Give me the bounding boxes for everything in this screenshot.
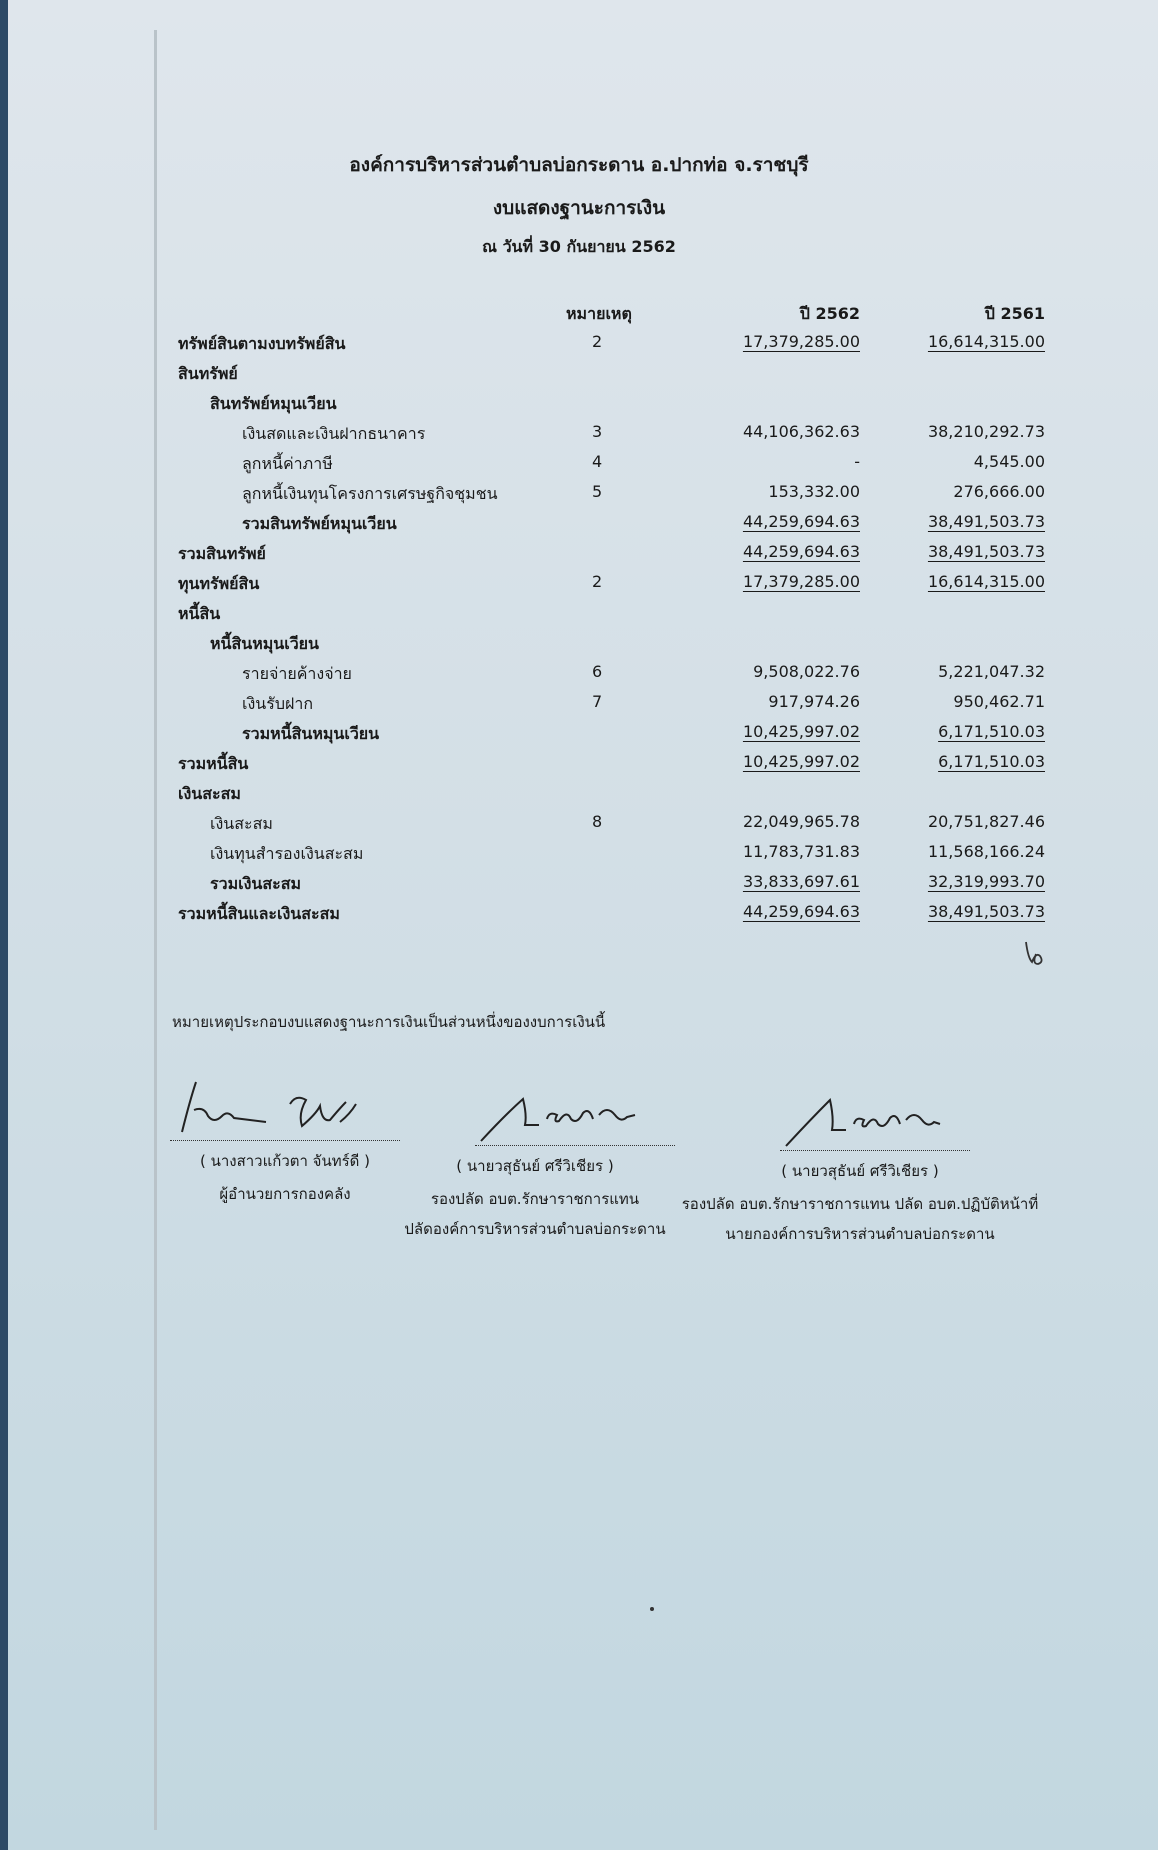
row-assets-per-register [0,332,1158,362]
row-value-2561: 5,221,047.32 [938,662,1045,681]
column-header-2561: ปี 2561 [984,304,1045,323]
row-label: รวมหนี้สินและเงินสะสม [178,904,340,923]
row-label: เงินสะสม [210,814,273,833]
row-value-2562: 44,259,694.63 [742,902,860,921]
row-value-2561: 16,614,315.00 [927,572,1045,591]
check-mark-icon [1022,932,1050,966]
row-accumulated-funds-heading [0,782,1158,812]
row-label: สินทรัพย์หมุนเวียน [210,394,337,413]
column-header-note: หมายเหตุ [566,304,632,323]
row-label: เงินสดและเงินฝากธนาคาร [242,424,426,443]
row-total-current-assets [0,512,1158,542]
row-total-accumulated-funds [0,872,1158,902]
row-value-2561: 38,210,292.73 [927,422,1045,441]
row-label: รวมสินทรัพย์ [178,544,266,563]
row-note: 3 [592,422,603,441]
row-value-2561: 6,171,510.03 [938,722,1045,741]
statement-title: งบแสดงฐานะการเงิน [492,197,666,219]
handwritten-signature-icon [170,1070,400,1140]
row-tax-receivable [0,452,1158,482]
row-note: 5 [592,482,603,501]
row-cash [0,422,1158,452]
row-value-2562: 17,379,285.00 [742,572,860,591]
row-value-2561: 11,568,166.24 [927,842,1045,861]
handwritten-signature-icon [475,1075,675,1145]
signer-position: รองปลัด อบต.รักษาราชการแทน [430,1190,640,1208]
row-value-2562: 33,833,697.61 [742,872,860,891]
row-label: หนี้สินหมุนเวียน [210,634,319,653]
row-value-2562: 44,259,694.63 [742,512,860,531]
row-note: 2 [592,572,603,591]
row-value-2562: 10,425,997.02 [742,752,860,771]
row-label: รวมสินทรัพย์หมุนเวียน [242,514,397,533]
ink-dot [650,1607,654,1611]
signature-block-acting-mayor [670,1080,1050,1249]
row-value-2561: 4,545.00 [973,452,1045,471]
row-total-liabilities [0,752,1158,782]
row-label: ลูกหนี้ค่าภาษี [242,454,333,473]
row-value-2561: 20,751,827.46 [927,812,1045,831]
row-value-2561: 276,666.00 [953,482,1045,501]
row-reserve-fund [0,842,1158,872]
row-value-2561: 6,171,510.03 [938,752,1045,771]
row-total-liabilities-and-funds [0,902,1158,932]
signer-name: ( นายวสุธันย์ ศรีวิเชียร ) [456,1157,614,1175]
row-asset-capital [0,572,1158,602]
row-value-2561: 38,491,503.73 [927,512,1045,531]
row-label: ทุนทรัพย์สิน [178,574,260,593]
row-value-2561: 950,462.71 [953,692,1045,711]
row-label: ทรัพย์สินตามงบทรัพย์สิน [178,334,346,353]
row-total-assets [0,542,1158,572]
row-value-2562: 10,425,997.02 [742,722,860,741]
row-accrued-expenses [0,662,1158,692]
row-label: ลูกหนี้เงินทุนโครงการเศรษฐกิจชุมชน [242,484,498,503]
row-label: เงินรับฝาก [242,694,314,713]
row-label: เงินทุนสำรองเงินสะสม [210,844,364,863]
row-value-2562: 11,783,731.83 [742,842,860,861]
column-header-2562: ปี 2562 [799,304,860,323]
row-liabilities-heading [0,602,1158,632]
row-note: 2 [592,332,603,351]
row-label: รวมหนี้สินหมุนเวียน [242,724,380,743]
row-total-current-liabilities [0,722,1158,752]
row-note: 6 [592,662,603,681]
row-note: 8 [592,812,603,831]
signer-position: รองปลัด อบต.รักษาราชการแทน ปลัด อบต.ปฏิบัติหน้าที่ [681,1195,1039,1213]
row-label: รวมเงินสะสม [210,874,302,893]
row-current-liabilities-heading [0,632,1158,662]
row-value-2562: 44,106,362.63 [742,422,860,441]
row-note: 7 [592,692,603,711]
row-value-2562: 17,379,285.00 [742,332,860,351]
organization-title: องค์การบริหารส่วนตำบลบ่อกระดาน อ.ปากท่อ จ.ราชบุรี [349,154,809,176]
signature-block-finance-director [170,1070,400,1209]
signature-block-deputy-clerk [390,1075,680,1244]
row-label: รวมหนี้สิน [178,754,249,773]
signer-position-line-2: นายกองค์การบริหารส่วนตำบลบ่อกระดาน [725,1225,995,1243]
row-community-fund-receivable [0,482,1158,512]
footnote: หมายเหตุประกอบงบแสดงฐานะการเงินเป็นส่วนหนึ่งของงบการเงินนี้ [172,1013,606,1031]
statement-date: ณ วันที่ 30 กันยายน 2562 [482,237,676,256]
row-label: สินทรัพย์ [178,364,238,383]
row-value-2562: - [854,452,860,471]
row-value-2561: 38,491,503.73 [927,542,1045,561]
row-value-2561: 16,614,315.00 [927,332,1045,351]
handwritten-signature-icon [780,1080,970,1150]
row-value-2561: 38,491,503.73 [927,902,1045,921]
row-value-2562: 44,259,694.63 [742,542,860,561]
row-accumulated-funds [0,812,1158,842]
row-value-2561: 32,319,993.70 [927,872,1045,891]
row-value-2562: 917,974.26 [768,692,860,711]
signer-name: ( นางสาวแก้วตา จันทร์ดี ) [199,1152,371,1170]
row-note: 4 [592,452,603,471]
row-value-2562: 22,049,965.78 [742,812,860,831]
row-label: เงินสะสม [178,784,241,803]
signer-position-line-2: ปลัดองค์การบริหารส่วนตำบลบ่อกระดาน [404,1220,666,1238]
row-current-assets-heading [0,392,1158,422]
row-value-2562: 9,508,022.76 [753,662,860,681]
row-value-2562: 153,332.00 [768,482,860,501]
signer-position: ผู้อำนวยการกองคลัง [219,1185,351,1203]
row-deposits-received [0,692,1158,722]
row-label: รายจ่ายค้างจ่าย [242,664,352,683]
row-assets-heading [0,362,1158,392]
signer-name: ( นายวสุธันย์ ศรีวิเชียร ) [781,1162,939,1180]
row-label: หนี้สิน [178,604,221,623]
